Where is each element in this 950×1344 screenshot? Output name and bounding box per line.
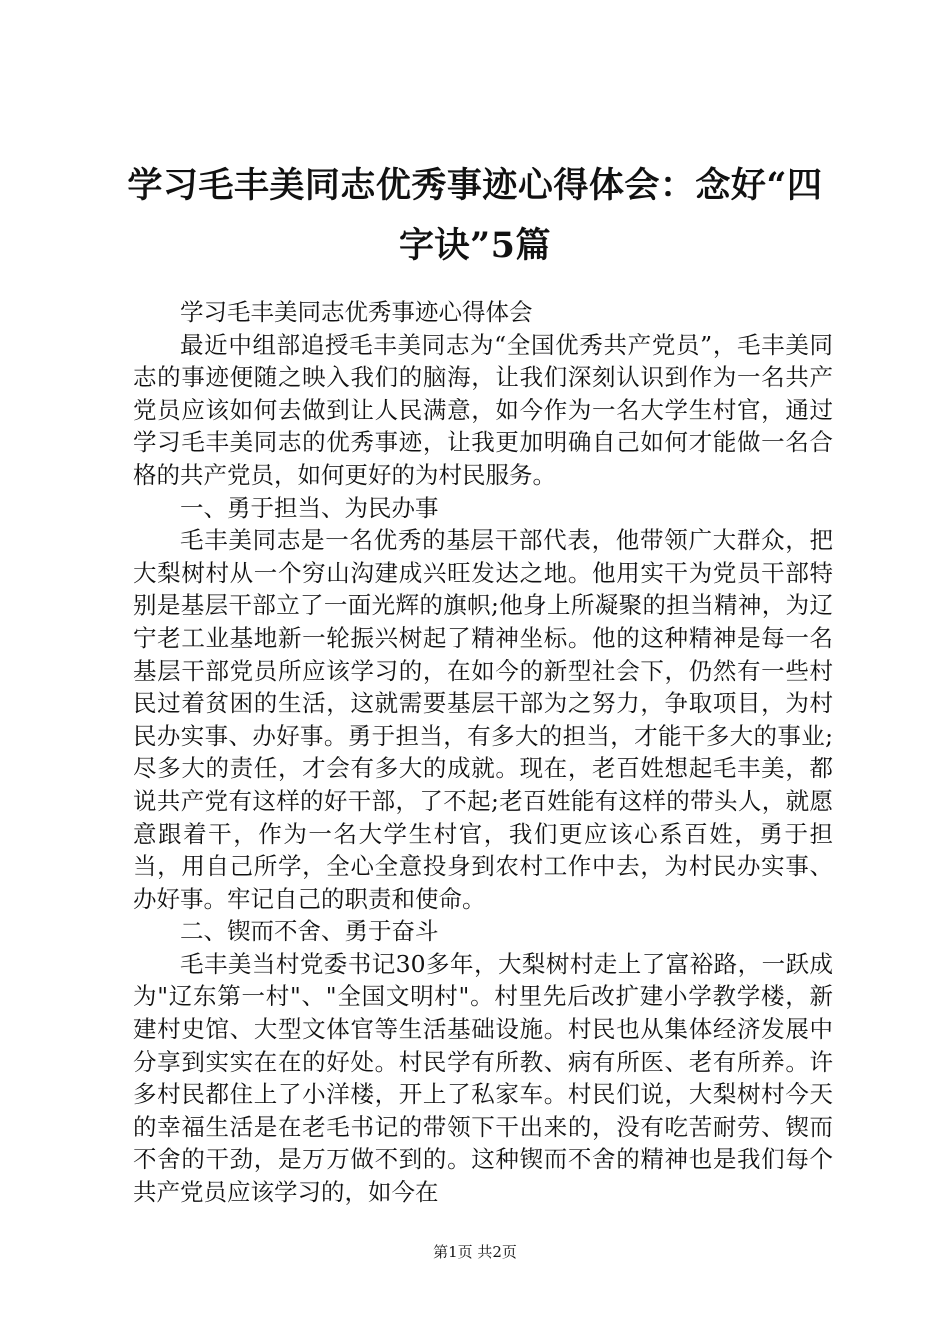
body-paragraph: 毛丰美同志是一名优秀的基层干部代表，他带领广大群众，把大梨树村从一个穷山沟建成兴旺发达之地。他用实干为党员干部特别是基层干部立了一面光辉的旗帜;他身上所凝聚的担当精神，为辽宁老工业基地新一轮振兴树起了精神坐标。他的这种精神是每一名基层干部党员所应该学习的，在如今的新型社会下，仍然有一些村民过着贫困的生活，这就需要基层干部为之努力，争取项目，为村民办实事、办好事。勇于担当，有多大的担当，才能干多大的事业;尽多大的责任，才会有多大的成就。现在，老百姓想起毛丰美，都说共产党有这样的好干部，了不起;老百姓能有这样的带头人，就愿意跟着干，作为一名大学生村官，我们更应该心系百姓，勇于担当，用自己所学，全心全意投身到农村工作中去，为村民办实事、办好事。牢记自己的职责和使命。	[133, 526, 833, 913]
body-paragraph: 最近中组部追授毛丰美同志为“全国优秀共产党员”，毛丰美同志的事迹便随之映入我们的脑海，让我们深刻认识到作为一名共产党员应该如何去做到让人民满意，如今作为一名大学生村官，通过学习毛丰美同志的优秀事迹，让我更加明确自己如何才能做一名合格的共产党员，如何更好的为村民服务。	[133, 330, 833, 489]
section-heading: 二、锲而不舍、勇于奋斗	[180, 917, 439, 946]
page-number: 第1页 共2页	[433, 1243, 517, 1261]
document-title: 学习毛丰美同志优秀事迹心得体会：念好“四字诀”5篇	[127, 165, 823, 266]
section-heading: 一、勇于担当、为民办事	[180, 493, 439, 522]
body-paragraph: 学习毛丰美同志优秀事迹心得体会	[180, 298, 533, 326]
body-paragraph: 毛丰美当村党委书记30多年，大梨树村走上了富裕路，一跃成为"辽东第一村"、"全国文明村"。村里先后改扩建小学教学楼，新建村史馆、大型文体官等生活基础设施。村民也从集体经济发展中分享到实实在在的好处。村民学有所教、病有所医、老有所养。许多村民都住上了小洋楼，开上了私家车。村民们说，大梨树村今天的幸福生活是在老毛书记的带领下干出来的，没有吃苦耐劳、锲而不舍的干劲，是万万做不到的。这种锲而不舍的精神也是我们每个共产党员应该学习的，如今在	[133, 949, 833, 1207]
document-body	[133, 296, 833, 1209]
